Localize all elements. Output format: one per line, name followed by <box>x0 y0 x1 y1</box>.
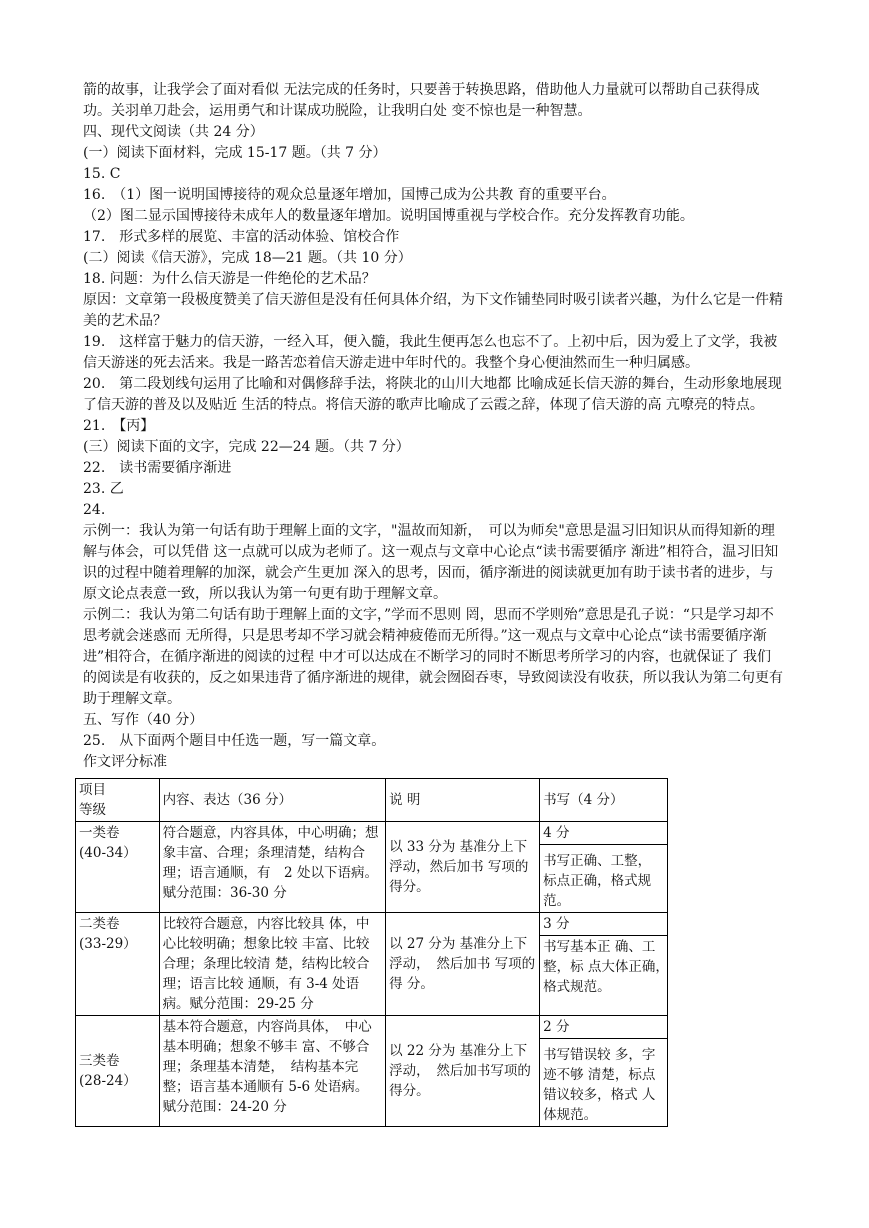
subsection-two-heading: (二）阅读《信天游》，完成 18—21 题。（共 10 分） <box>83 250 412 266</box>
answer-15: 15. C <box>83 166 121 182</box>
header-content: 内容、表达（36 分） <box>159 779 386 822</box>
writing-cell: 书写错误较 多，字迹不够 清楚，标点错议较多，格式 人体规范。 <box>540 1039 668 1127</box>
answer-23: 23. 乙 <box>83 481 124 497</box>
rubric-table <box>75 778 676 1127</box>
answer-21: 21. 【丙】 <box>83 418 155 434</box>
answer-17: 17. 形式多样的展览、丰富的活动体验、馆校合作 <box>83 229 400 245</box>
content-cell: 符合题意，内容具体，中心明确；想象丰富、合理；条理清楚，结构合理；语言通顺，有 2 处以下语病。 赋分范围：36-30 分 <box>159 822 386 913</box>
rubric-title: 作文评分标准 <box>83 754 167 770</box>
table-header-row <box>76 779 668 822</box>
answer-24-example-one: 示例一：我认为第一句话有助于理解上面的文字，"温故而知新， 可以为师矣"意思是温习旧知识从而得知新的理解与体会，可以凭借 这一点就可以成为老师了。这一观点与文章中心论点“读书需要循序 渐进”相符合，温习旧知识的过程中随着理解的加深，就会产生更加 深入的思考，因而，循序渐进的阅读就更加有助于读书者的进步，与 原文论点表意一致，所以我认为第一句更有助于理解文章。 <box>83 523 779 602</box>
answer-18-question: 18. 问题：为什么信天游是一件绝伦的艺术品？ <box>83 271 376 287</box>
header-note: 说 明 <box>386 779 540 822</box>
score-cell: 3 分 <box>540 913 668 936</box>
answer-24-example-two: 示例二：我认为第二句话有助于理解上面的文字，”学而不思则 罔，思而不学则殆”意思是孔子说：“只是学习却不思考就会迷惑而 无所得，只是思考却不学习就会精神疲倦而无所得。”这一观点与文章中心论点“读书需要循序渐进”相符合，在循序渐进的阅读的过程 中才可以达成在不断学习的同时不断思考所学习的内容，也就保证了 我们的阅读是有收获的，反之如果违背了循序渐进的规律，就会囫囵吞枣，导致阅读没有收获，所以我认为第二句更有助于理解文章。 <box>83 607 783 707</box>
grade-cell: 一类卷 (40-34） <box>76 822 160 913</box>
score-cell: 2 分 <box>540 1016 668 1039</box>
answer-24-number: 24. <box>83 502 106 518</box>
answer-16-part1: 16. （1）图一说明国博接待的观众总量逐年增加，国博己成为公共教 育的重要平台。 <box>83 187 616 203</box>
header-grade: 项目 等级 <box>76 779 160 822</box>
table-row <box>76 822 668 845</box>
answer-20: 20. 第二段划线句运用了比喻和对偶修辞手法，将陕北的山川大地都 比喻成延长信天游的舞台，生动形象地展现了信天游的普及以及贴近 生活的特点。将信天游的歌声比喻成了云霞之辞，体现了信天游的高 亢嘹亮的特点。 <box>83 376 782 413</box>
subsection-one-heading: (一）阅读下面材料，完成 15-17 题。（共 7 分） <box>83 145 387 161</box>
grade-cell: 二类卷 (33-29） <box>76 913 160 1016</box>
subsection-three-heading: (三）阅读下面的文字，完成 22—24 题。（共 7 分） <box>83 439 410 455</box>
grade-cell: 三类卷 (28-24） <box>76 1016 160 1127</box>
paragraph-story: 箭的故事，让我学会了面对看似 无法完成的任务时，只要善于转换思路，借助他人力量就可以帮助自己获得成功。关羽单刀赴会，运用勇气和计谋成功脱险，让我明白处 变不惊也是一种智慧。 <box>83 82 760 119</box>
answer-22: 22. 读书需要循序渐进 <box>83 460 232 476</box>
note-cell: 以 27 分为 基准分上下浮动， 然后加书 写项的得 分。 <box>386 913 540 1016</box>
section-five-heading: 五、写作（40 分） <box>83 712 204 728</box>
section-four-heading: 四、现代文阅读（共 24 分） <box>83 124 264 140</box>
writing-cell: 书写基本正 确、工整，标 点大体正确， 格式规范。 <box>540 936 668 1016</box>
writing-cell: 书写正确、工整，标点正确，格式规范。 <box>540 845 668 913</box>
answer-25: 25. 从下面两个题目中任选一题，写一篇文章。 <box>83 733 386 749</box>
answer-19: 19. 这样富于魅力的信天游，一经入耳，便入髓，我此生便再怎么也忘不了。上初中后，因为爱上了文学，我被信天游迷的死去活来。我是一路苦恋着信天游走进中年时代的。我整个身心便油然而生一种归属感。 <box>83 334 778 371</box>
answer-16-part2: （2）图二显示国博接待未成年人的数量逐年增加。说明国博重视与学校合作。充分发挥教育功能。 <box>83 208 694 224</box>
header-writing: 书写（4 分） <box>540 779 668 822</box>
answer-text <box>83 80 783 773</box>
content-cell: 基本符合题意，内容尚具体， 中心基本明确；想象不够丰 富、不够合理；条理基本清楚， 结构基本完整；语言基本通顺有 5-6 处语病。 赋分范围：24-20 分 <box>159 1016 386 1127</box>
note-cell: 以 33 分为 基准分上下浮动，然后加书 写项的得分。 <box>386 822 540 913</box>
note-cell: 以 22 分为 基准分上下浮动， 然后加书写项的得分。 <box>386 1016 540 1127</box>
answer-18-reason: 原因：文章第一段极度赞美了信天游但是没有任何具体介绍，为下文作铺垫同时吸引读者兴趣，为什么它是一件精美的艺术品？ <box>83 292 783 329</box>
table-row <box>76 913 668 936</box>
score-cell: 4 分 <box>540 822 668 845</box>
table-row <box>76 1016 668 1039</box>
content-cell: 比较符合题意，内容比较具 体，中心比较明确；想象比较 丰富、比较合理；条理比较清 楚，结构比较合理；语言比较 通顺，有 3-4 处语病。赋分范围：29-25 分 <box>159 913 386 1016</box>
